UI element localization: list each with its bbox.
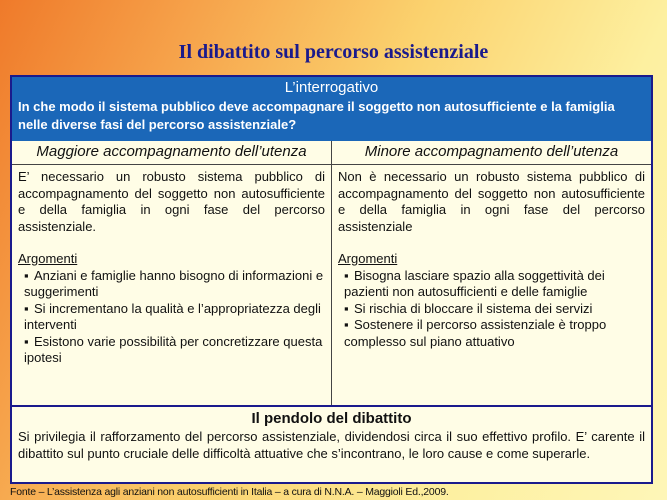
bullet-icon: ▪ [344, 267, 349, 283]
source-note: Fonte – L’assistenza agli anziani non autosufficienti in Italia – a cura di N.N.A. – Maggioli Ed.,2009. [10, 486, 449, 498]
left-bullet [18, 334, 325, 367]
left-column-body [12, 165, 332, 405]
bullet-text: Sostenere il percorso assistenziale è troppo complesso sul piano attuativo [344, 317, 607, 349]
bullet-icon: ▪ [24, 267, 29, 283]
pendulum-text: Si privilegia il rafforzamento del percorso assistenziale, dividendosi circa il suo effettivo profilo. E’ carente il dibattito sul punto cruciale delle difficoltà attuative che s’incontrano, le loro cause e come superarle. [18, 429, 645, 461]
question-text: In che modo il sistema pubblico deve accompagnare il soggetto non autosufficiente e la famiglia nelle diverse fasi del percorso assistenziale? [18, 99, 615, 132]
right-args-title: Argomenti [338, 251, 398, 266]
left-bullet [18, 301, 325, 334]
right-column-body [332, 165, 651, 405]
bullet-text: Esistono varie possibilità per concretizzare questa ipotesi [24, 333, 323, 365]
slide-title: Il dibattito sul percorso assistenziale [178, 41, 489, 63]
debate-panel [10, 75, 653, 484]
bullet-icon: ▪ [24, 333, 29, 349]
left-bullet [18, 268, 325, 301]
pendulum-heading: Il pendolo del dibattito [251, 410, 412, 427]
bullet-text: Anziani e famiglie hanno bisogno di informazioni e suggerimenti [24, 267, 324, 299]
bullet-icon: ▪ [344, 300, 349, 316]
right-column-heading: Minore accompagnamento dell’utenza [332, 141, 651, 165]
bullet-text: Bisogna lasciare spazio alla soggettività dei pazienti non autosufficienti e delle famiglie [344, 267, 605, 299]
right-bullet [338, 268, 645, 301]
question-box [12, 77, 651, 141]
left-args-title: Argomenti [18, 251, 78, 266]
bullet-icon: ▪ [24, 300, 29, 316]
right-intro: Non è necessario un robusto sistema pubblico di accompagnamento del soggetto non autosufficiente e della famiglia in ogni fase del percorso assistenziale [338, 169, 645, 234]
pendulum-box [12, 405, 651, 482]
bullet-text: Si incrementano la qualità e l’appropriatezza degli interventi [24, 300, 321, 332]
bullet-icon: ▪ [344, 317, 349, 332]
right-bullet [338, 301, 645, 318]
left-intro: E’ necessario un robusto sistema pubblico di accompagnamento del soggetto non autosufficiente e della famiglia in ogni fase del percorso assistenziale. [18, 169, 325, 234]
right-bullet [338, 317, 645, 350]
left-column-heading: Maggiore accompagnamento dell’utenza [12, 141, 332, 165]
question-heading: L’interrogativo [284, 79, 379, 96]
bullet-text: Si rischia di bloccare il sistema dei servizi [354, 300, 593, 316]
